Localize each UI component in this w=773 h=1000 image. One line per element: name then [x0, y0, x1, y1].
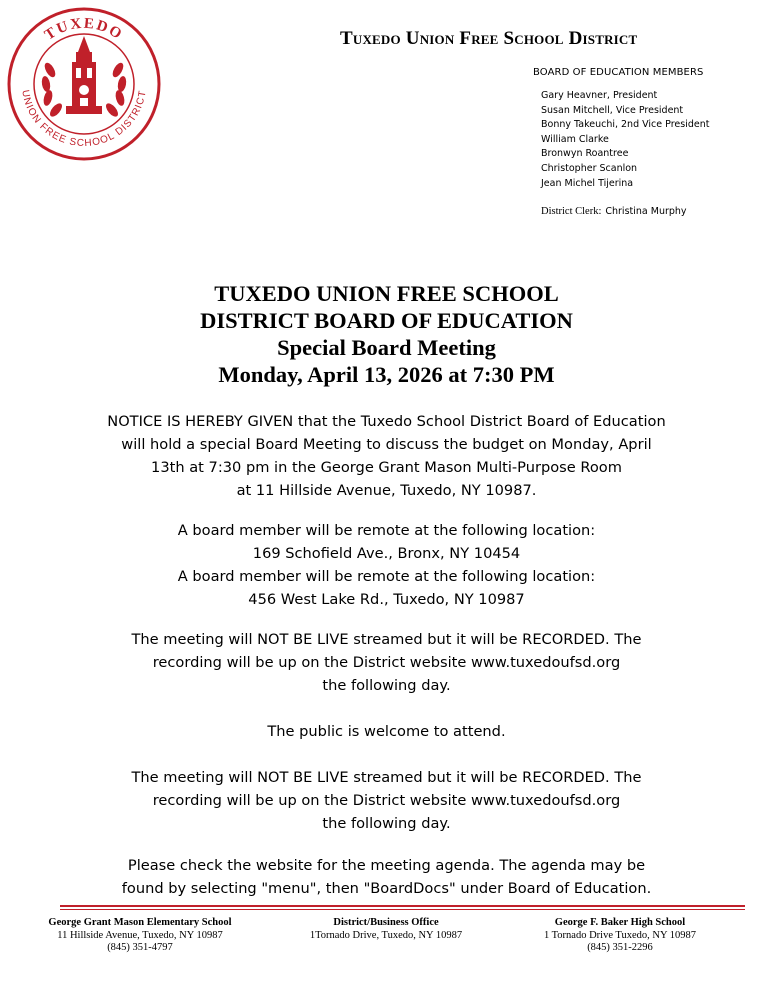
remote-locations [0, 519, 773, 611]
recording-notice [0, 628, 773, 697]
board-members-list [541, 89, 709, 191]
board-members-heading: BOARD OF EDUCATION MEMBERS [533, 67, 704, 78]
footer-school-high [500, 917, 740, 955]
text-line: 169 Schofield Ave., Bronx, NY 10454 [252, 545, 521, 562]
board-member: Bronwyn Roantree [541, 148, 629, 160]
text-line: The meeting will NOT BE LIVE streamed but it will be RECORDED. The [131, 631, 642, 648]
text-line: 13th at 7:30 pm in the George Grant Mason Multi-Purpose Room [151, 459, 622, 476]
text-line: the following day. [322, 677, 451, 694]
office-address: 1Tornado Drive, Tuxedo, NY 10987 [309, 929, 463, 941]
school-phone: (845) 351-2296 [587, 942, 653, 953]
notice-paragraph [0, 410, 773, 502]
footer-divider [60, 905, 745, 907]
text-line: will hold a special Board Meeting to discuss the budget on Monday, April [121, 436, 652, 453]
board-member: Bonny Takeuchi, 2nd Vice President [541, 119, 710, 131]
school-name: George F. Baker High School [554, 917, 686, 928]
text-line: Please check the website for the meeting agenda. The agenda may be [127, 857, 646, 874]
heading-line: Monday, April 13, 2026 at 7:30 PM [218, 362, 555, 387]
text-line: The meeting will NOT BE LIVE streamed but it will be RECORDED. The [131, 769, 642, 786]
agenda-instructions [0, 854, 773, 900]
text-line: recording will be up on the District website www.tuxedoufsd.org [152, 792, 621, 809]
school-phone: (845) 351-4797 [107, 942, 173, 953]
district-clerk-label: District Clerk: [541, 206, 602, 217]
text-line: The public is welcome to attend. [267, 723, 506, 740]
text-line: the following day. [322, 815, 451, 832]
footer-school-elementary [20, 917, 260, 955]
board-member: Jean Michel Tijerina [541, 177, 634, 189]
district-title: Tuxedo Union Free School District [340, 28, 638, 49]
text-line: A board member will be remote at the following location: [177, 568, 596, 585]
text-line: NOTICE IS HEREBY GIVEN that the Tuxedo School District Board of Education [107, 413, 666, 430]
school-name: George Grant Mason Elementary School [48, 917, 232, 928]
text-line: A board member will be remote at the following location: [177, 522, 596, 539]
board-member: Gary Heavner, President [541, 90, 658, 101]
footer-district-office [276, 917, 496, 942]
text-line: 456 West Lake Rd., Tuxedo, NY 10987 [248, 591, 525, 608]
office-name: District/Business Office [333, 917, 439, 928]
text-line: recording will be up on the District website www.tuxedoufsd.org [152, 654, 621, 671]
recording-notice-repeat [0, 766, 773, 835]
district-clerk [541, 206, 687, 217]
public-welcome [0, 720, 773, 743]
district-seal-logo [6, 6, 162, 162]
board-member: Susan Mitchell, Vice President [541, 104, 684, 116]
heading-line: Special Board Meeting [277, 335, 496, 360]
svg-text:UNION FREE SCHOOL DISTRICT: UNION FREE SCHOOL DISTRICT [19, 89, 149, 150]
meeting-heading [0, 280, 773, 388]
school-address: 1 Tornado Drive Tuxedo, NY 10987 [543, 929, 697, 941]
school-address: 11 Hillside Avenue, Tuxedo, NY 10987 [57, 929, 223, 941]
heading-line: TUXEDO UNION FREE SCHOOL [214, 281, 559, 306]
text-line: at 11 Hillside Avenue, Tuxedo, NY 10987. [236, 482, 537, 499]
heading-line: DISTRICT BOARD OF EDUCATION [200, 308, 573, 333]
board-member: William Clarke [541, 133, 609, 145]
footer-divider-thin [60, 909, 745, 910]
svg-text:TUXEDO: TUXEDO [42, 15, 126, 44]
text-line: found by selecting "menu", then "BoardDocs" under Board of Education. [121, 880, 652, 897]
board-member: Christopher Scanlon [541, 162, 638, 174]
district-clerk-name: Christina Murphy [605, 206, 687, 217]
